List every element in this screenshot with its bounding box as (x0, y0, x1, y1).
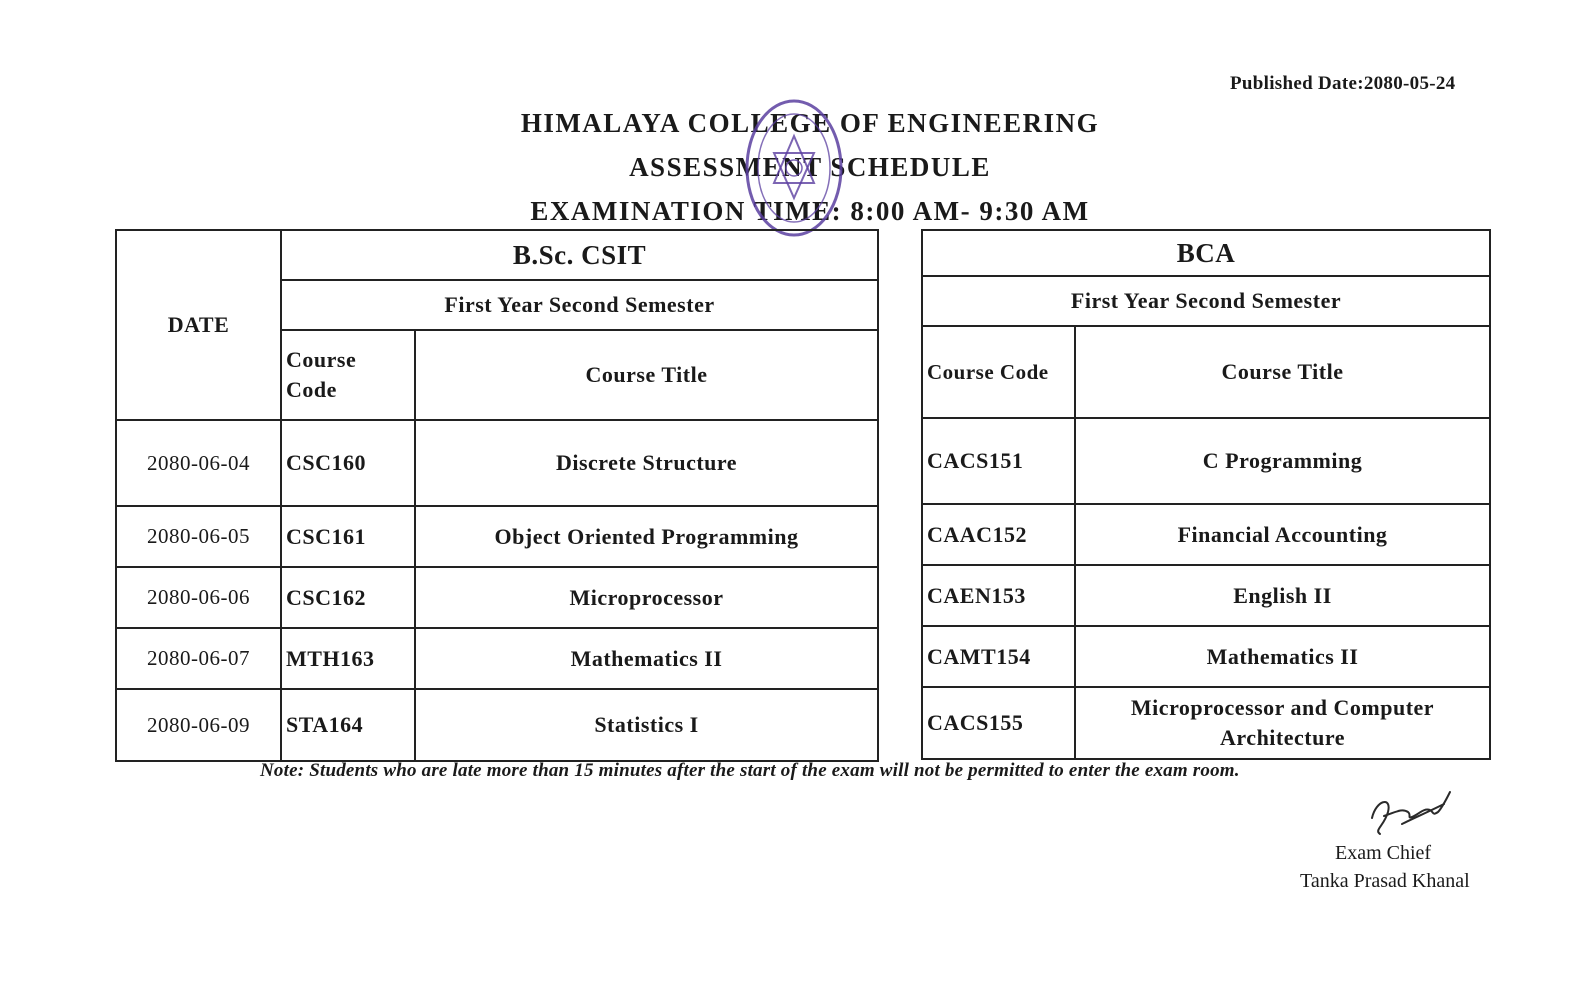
table-row (922, 565, 1490, 626)
course-title: English II (1075, 565, 1490, 626)
course-code: CSC161 (281, 506, 415, 567)
bca-schedule-table (921, 229, 1491, 760)
course-title-header: Course Title (1075, 326, 1490, 418)
table-row (116, 420, 878, 506)
table-row (922, 418, 1490, 504)
schedule-title: ASSESSMENT SCHEDULE (629, 152, 991, 182)
course-title: Microprocessor and Computer Architecture (1075, 687, 1490, 759)
course-code: CSC162 (281, 567, 415, 628)
course-title: Discrete Structure (415, 420, 878, 506)
exam-date: 2080-06-04 (116, 420, 281, 506)
handwritten-signature (1362, 778, 1454, 840)
course-code: CAAC152 (922, 504, 1075, 565)
table-row (116, 506, 878, 567)
table-row (116, 689, 878, 761)
exam-date: 2080-06-06 (116, 567, 281, 628)
course-code: CACS151 (922, 418, 1075, 504)
course-title: C Programming (1075, 418, 1490, 504)
course-title: Object Oriented Programming (415, 506, 878, 567)
table-row (922, 687, 1490, 759)
table-row (922, 626, 1490, 687)
course-code-header: Course Code (922, 326, 1075, 418)
course-code: CAEN153 (922, 565, 1075, 626)
late-arrival-note: Note: Students who are late more than 15 minutes after the start of the exam will not be permitted to enter the exam room. (260, 760, 1240, 781)
program-header-bca: BCA (922, 230, 1490, 276)
course-title: Mathematics II (415, 628, 878, 689)
course-code: STA164 (281, 689, 415, 761)
date-header: DATE (116, 230, 281, 420)
table-row (116, 567, 878, 628)
course-title: Microprocessor (415, 567, 878, 628)
exam-time: EXAMINATION TIME: 8:00 AM- 9:30 AM (530, 196, 1090, 226)
college-name: HIMALAYA COLLEGE OF ENGINEERING (520, 108, 1100, 138)
exam-date: 2080-06-07 (116, 628, 281, 689)
course-title: Statistics I (415, 689, 878, 761)
course-title-header: Course Title (415, 330, 878, 420)
exam-date: 2080-06-09 (116, 689, 281, 761)
course-code-header: Course Code (281, 330, 415, 420)
course-code: CSC160 (281, 420, 415, 506)
exam-date: 2080-06-05 (116, 506, 281, 567)
college-seal-stamp (744, 98, 844, 238)
course-title: Financial Accounting (1075, 504, 1490, 565)
table-row (116, 628, 878, 689)
published-date: Published Date:2080-05-24 (1230, 73, 1456, 94)
signature-name: Tanka Prasad Khanal (1300, 870, 1470, 892)
course-code: CACS155 (922, 687, 1075, 759)
program-header-bsc-csit: B.Sc. CSIT (281, 230, 878, 280)
bsc-csit-schedule-table (115, 229, 879, 762)
course-code: MTH163 (281, 628, 415, 689)
semester-header: First Year Second Semester (281, 280, 878, 330)
course-title: Mathematics II (1075, 626, 1490, 687)
semester-header: First Year Second Semester (922, 276, 1490, 326)
course-code: CAMT154 (922, 626, 1075, 687)
signature-role: Exam Chief (1335, 842, 1432, 864)
table-row (922, 504, 1490, 565)
